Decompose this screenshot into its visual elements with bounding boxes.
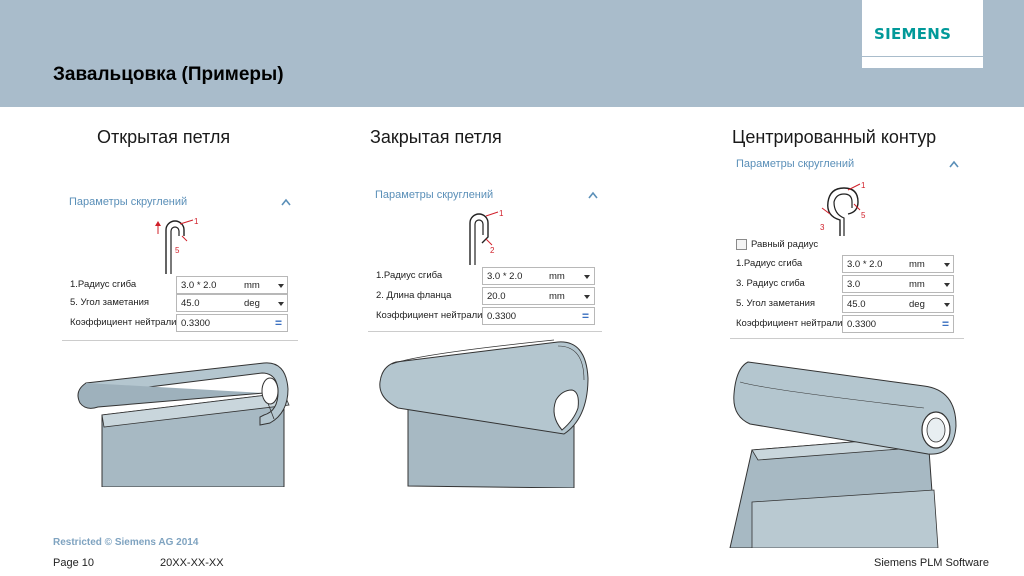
footer-company: Siemens PLM Software [874, 557, 989, 569]
neutral-factor-field[interactable] [482, 307, 595, 325]
bend-radius-field[interactable] [482, 267, 595, 285]
footer-date: 20XX-XX-XX [160, 557, 224, 569]
param-value: 0.3300 [181, 318, 211, 329]
chevron-up-icon[interactable] [588, 191, 598, 199]
closed-loop-3d-model [378, 338, 594, 488]
equal-radius-checkbox[interactable] [736, 239, 747, 250]
param-label: Коэффициент нейтрали [736, 318, 843, 329]
dropdown-arrow-icon[interactable] [278, 284, 284, 288]
param-row [70, 314, 290, 332]
footer-restricted: Restricted © Siemens AG 2014 [53, 537, 199, 548]
panel-divider [730, 338, 964, 339]
dropdown-arrow-icon[interactable] [944, 303, 950, 307]
formula-button[interactable]: = [942, 317, 950, 331]
unit-select[interactable]: mm [909, 259, 925, 270]
heading-open-loop: Открытая петля [97, 127, 231, 147]
formula-button[interactable]: = [582, 309, 590, 323]
unit-select[interactable]: deg [244, 298, 260, 309]
param-row [70, 294, 290, 312]
chevron-up-icon[interactable] [281, 198, 291, 206]
param-label: 1.Радиус сгиба [736, 258, 803, 269]
panel-closed-loop [368, 183, 602, 335]
unit-select[interactable]: mm [909, 279, 925, 290]
param-row [736, 255, 960, 273]
sketch-label: 2 [490, 246, 495, 255]
neutral-factor-field[interactable] [176, 314, 288, 332]
dropdown-arrow-icon[interactable] [944, 263, 950, 267]
param-value: 45.0 [181, 298, 200, 309]
param-row [376, 307, 598, 325]
heading-centered-contour: Центрированный контур [732, 127, 937, 147]
bend-radius-field[interactable] [176, 276, 288, 294]
param-row [736, 275, 960, 293]
panel-title: Параметры скруглений [375, 189, 494, 201]
bend-radius-3-field[interactable] [842, 275, 954, 293]
panel-centered-contour [730, 152, 964, 342]
equal-radius-label: Равный радиус [751, 239, 819, 250]
open-loop-sketch-icon [150, 214, 220, 274]
param-value: 3.0 * 2.0 [487, 271, 523, 282]
param-row [376, 287, 598, 305]
panel-open-loop [62, 190, 298, 345]
param-value: 0.3300 [847, 319, 877, 330]
param-label: 5. Угол заметания [736, 298, 816, 309]
sketch-label: 1 [194, 217, 199, 226]
dropdown-arrow-icon[interactable] [944, 283, 950, 287]
param-row [736, 315, 960, 333]
bend-radius-field[interactable] [842, 255, 954, 273]
sketch-label: 5 [175, 246, 180, 255]
param-value: 45.0 [847, 299, 866, 310]
param-row [736, 295, 960, 313]
param-label: Коэффициент нейтрали [70, 317, 177, 328]
param-label: 3. Радиус сгиба [736, 278, 805, 289]
closed-loop-sketch-icon [462, 207, 522, 265]
panel-divider [62, 340, 298, 341]
sketch-label: 3 [820, 223, 825, 232]
heading-closed-loop: Закрытая петля [370, 127, 502, 147]
param-label: 1.Радиус сгиба [376, 270, 443, 281]
dropdown-arrow-icon[interactable] [584, 295, 590, 299]
flange-length-field[interactable] [482, 287, 595, 305]
footer-page-number: Page 10 [53, 557, 94, 569]
logo-text: SIEMENS [874, 25, 952, 43]
param-label: 1.Радиус сгиба [70, 279, 137, 290]
centered-contour-sketch-icon [818, 178, 882, 236]
logo-divider [862, 56, 983, 57]
param-label: 2. Длина фланца [376, 290, 452, 301]
param-value: 3.0 [847, 279, 861, 290]
param-label: Коэффициент нейтрали [376, 310, 483, 321]
panel-title: Параметры скруглений [736, 158, 855, 170]
chevron-up-icon[interactable] [949, 160, 959, 168]
neutral-factor-field[interactable] [842, 315, 954, 333]
param-row [70, 276, 290, 294]
param-value: 3.0 * 2.0 [847, 259, 883, 270]
sketch-label: 1 [861, 181, 866, 190]
param-row [376, 267, 598, 285]
panel-title: Параметры скруглений [69, 196, 188, 208]
param-value: 20.0 [487, 291, 506, 302]
slide-title: Завальцовка (Примеры) [53, 64, 284, 85]
formula-button[interactable]: = [275, 316, 283, 330]
param-label: 5. Угол заметания [70, 297, 150, 308]
sketch-label: 5 [861, 211, 866, 220]
sketch-label: 1 [499, 209, 504, 218]
dropdown-arrow-icon[interactable] [278, 302, 284, 306]
panel-divider [368, 331, 602, 332]
unit-select[interactable]: mm [549, 291, 565, 302]
unit-select[interactable]: mm [244, 280, 260, 291]
sweep-angle-field[interactable] [176, 294, 288, 312]
param-value: 3.0 * 2.0 [181, 280, 217, 291]
dropdown-arrow-icon[interactable] [584, 275, 590, 279]
unit-select[interactable]: deg [909, 299, 925, 310]
sweep-angle-field[interactable] [842, 295, 954, 313]
centered-contour-3d-model [728, 342, 964, 548]
open-loop-3d-model [74, 355, 298, 487]
siemens-logo [862, 0, 983, 68]
param-value: 0.3300 [487, 311, 517, 322]
unit-select[interactable]: mm [549, 271, 565, 282]
